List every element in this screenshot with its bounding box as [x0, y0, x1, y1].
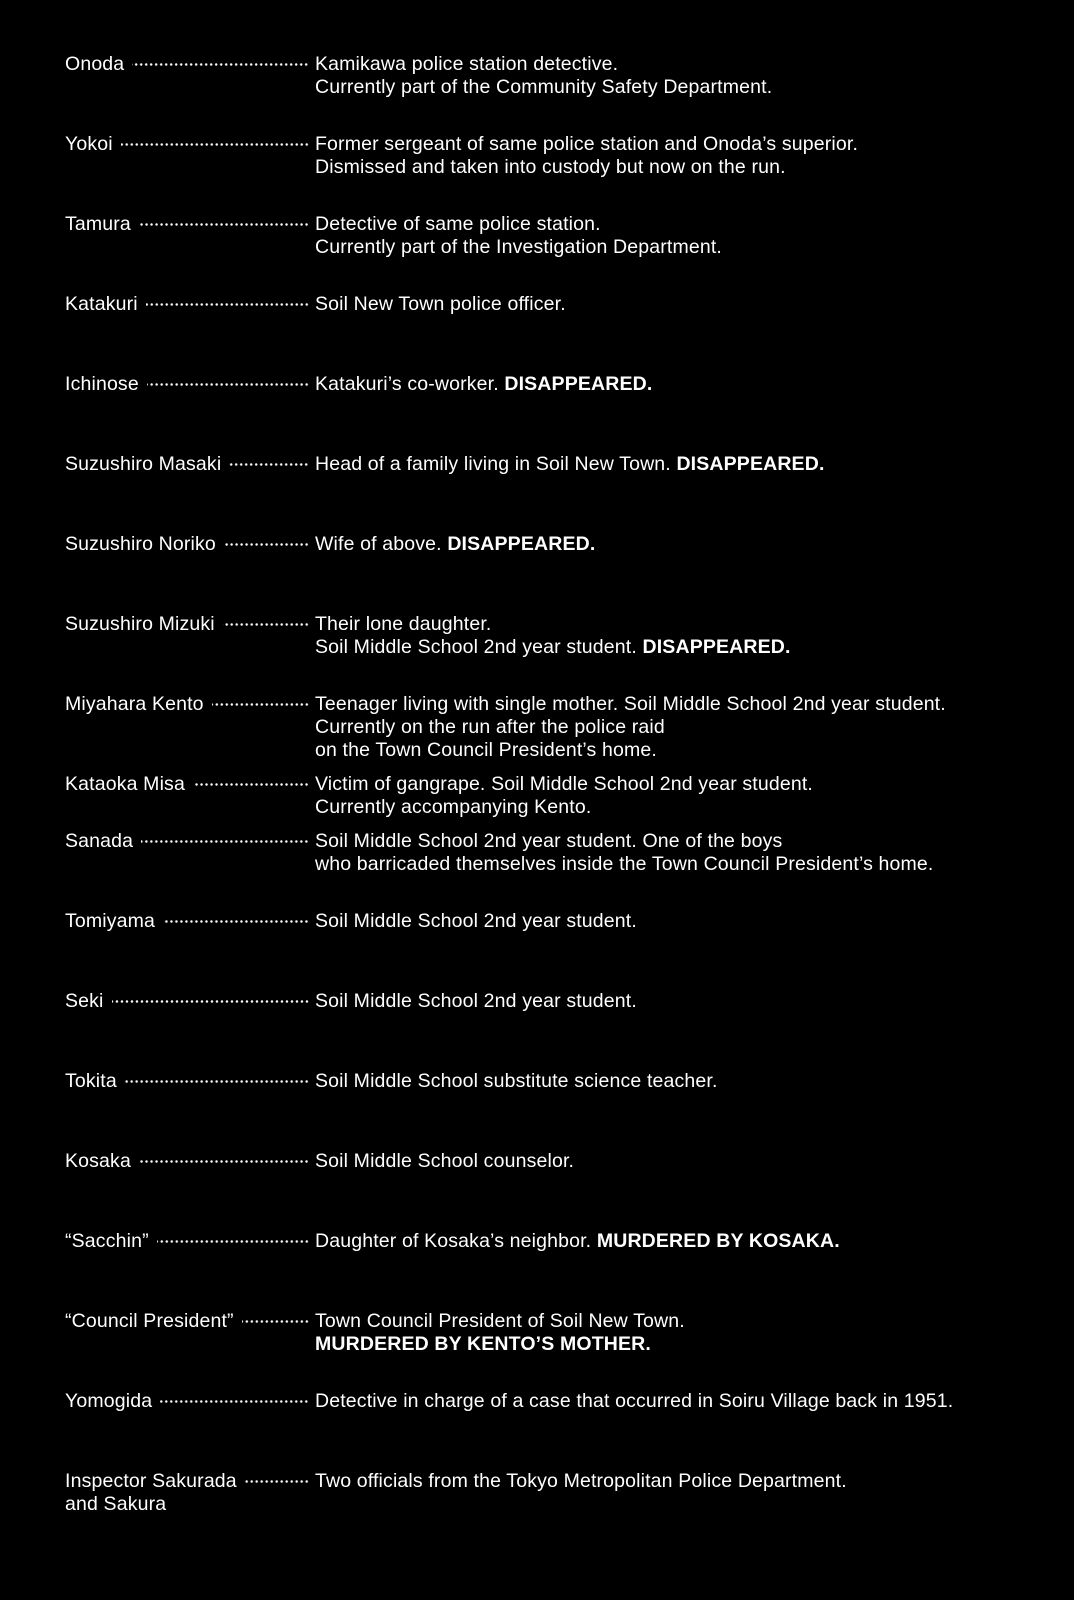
dot-leader [121, 133, 309, 156]
character-description: Their lone daughter. Soil Middle School 2nd year student. DISAPPEARED. [315, 613, 791, 658]
status-label: DISAPPEARED. [447, 533, 596, 555]
character-entry-yomogida [65, 1390, 1074, 1470]
status-label: MURDERED BY KENTO’S MOTHER. [315, 1333, 651, 1355]
character-name: Suzushiro Noriko [65, 533, 216, 555]
character-name: Kataoka Misa [65, 773, 185, 795]
character-entry-suzushiro-masaki [65, 453, 1074, 533]
character-name: Katakuri [65, 293, 138, 315]
character-name: Tamura [65, 213, 131, 235]
dot-leader [125, 1070, 309, 1093]
character-name: Seki [65, 990, 104, 1012]
dot-leader [139, 213, 309, 236]
character-name: Yokoi [65, 133, 113, 155]
character-description: Soil Middle School counselor. [315, 1150, 575, 1172]
status-label: DISAPPEARED. [642, 636, 791, 658]
dot-leader [223, 613, 309, 636]
status-label: DISAPPEARED. [504, 373, 653, 395]
dot-leader [212, 693, 309, 716]
dot-leader [112, 990, 309, 1013]
character-description: Wife of above. DISAPPEARED. [315, 533, 596, 555]
character-name: Tokita [65, 1070, 117, 1092]
dot-leader [193, 773, 309, 796]
character-description: Head of a family living in Soil New Town. DISAPPEARED. [315, 453, 825, 475]
character-entry-katakuri [65, 293, 1074, 373]
character-name: Suzushiro Mizuki [65, 613, 215, 635]
character-entry-sacchin [65, 1230, 1074, 1310]
character-name: Tomiyama [65, 910, 156, 932]
character-entry-yokoi [65, 133, 1074, 213]
character-entry-sanada [65, 830, 1074, 910]
dot-leader [132, 53, 309, 76]
character-entry-suzushiro-noriko [65, 533, 1074, 613]
dot-leader [224, 533, 309, 556]
character-name: Suzushiro Masaki [65, 453, 222, 475]
character-entry-tokita [65, 1070, 1074, 1150]
character-description: Soil New Town police officer. [315, 293, 566, 315]
character-name: Miyahara Kento [65, 693, 204, 715]
character-entry-council-president [65, 1310, 1074, 1390]
character-entry-ichinose [65, 373, 1074, 453]
character-description: Soil Middle School substitute science teacher. [315, 1070, 718, 1092]
character-name: Sanada [65, 830, 134, 852]
character-entry-tomiyama [65, 910, 1074, 990]
character-entry-onoda [65, 53, 1074, 133]
character-description: Teenager living with single mother. Soil Middle School 2nd year student. Currently on the run after the police raid on the Town Council President’s home. [315, 693, 946, 761]
character-name: Kosaka [65, 1150, 131, 1172]
character-name: “Council President” [65, 1310, 234, 1332]
character-description: Kamikawa police station detective. Currently part of the Community Safety Department. [315, 53, 773, 98]
character-description: Soil Middle School 2nd year student. [315, 990, 637, 1012]
character-description: Soil Middle School 2nd year student. [315, 910, 637, 932]
character-list [65, 53, 1074, 1550]
character-entry-suzushiro-mizuki [65, 613, 1074, 693]
dot-leader [147, 373, 309, 396]
character-description: Detective of same police station. Currently part of the Investigation Department. [315, 213, 722, 258]
dot-leader [146, 293, 309, 316]
character-description: Detective in charge of a case that occurred in Soiru Village back in 1951. [315, 1390, 954, 1412]
dot-leader [160, 1390, 309, 1413]
character-description: Two officials from the Tokyo Metropolitan Police Department. [315, 1470, 847, 1492]
character-entry-sakurada-sakura [65, 1470, 1074, 1550]
character-entry-seki [65, 990, 1074, 1070]
dot-leader [242, 1310, 309, 1333]
dot-leader [163, 910, 309, 933]
status-label: MURDERED BY KOSAKA. [596, 1230, 840, 1252]
character-name: Ichinose [65, 373, 139, 395]
character-description: Soil Middle School 2nd year student. One of the boys who barricaded themselves inside the Town Council President’s home. [315, 830, 934, 875]
character-entry-kosaka [65, 1150, 1074, 1230]
character-name: Yomogida [65, 1390, 153, 1412]
character-description: Town Council President of Soil New Town. MURDERED BY KENTO’S MOTHER. [315, 1310, 685, 1355]
dot-leader [245, 1470, 309, 1493]
character-entry-miyahara-kento [65, 693, 1074, 773]
dot-leader [139, 1150, 309, 1173]
dot-leader [141, 830, 309, 853]
character-description: Katakuri’s co-worker. DISAPPEARED. [315, 373, 653, 395]
character-name: “Sacchin” [65, 1230, 149, 1252]
character-description: Victim of gangrape. Soil Middle School 2nd year student. Currently accompanying Kento. [315, 773, 813, 818]
status-label: DISAPPEARED. [676, 453, 825, 475]
character-entry-kataoka-misa [65, 773, 1074, 830]
character-description: Former sergeant of same police station and Onoda’s superior. Dismissed and taken into custody but now on the run. [315, 133, 859, 178]
character-entry-tamura [65, 213, 1074, 293]
dot-leader [157, 1230, 309, 1253]
character-name: Onoda [65, 53, 125, 75]
character-description: Daughter of Kosaka’s neighbor. MURDERED BY KOSAKA. [315, 1230, 840, 1252]
dot-leader [229, 453, 309, 476]
character-name: Inspector Sakurada and Sakura [65, 1470, 237, 1515]
